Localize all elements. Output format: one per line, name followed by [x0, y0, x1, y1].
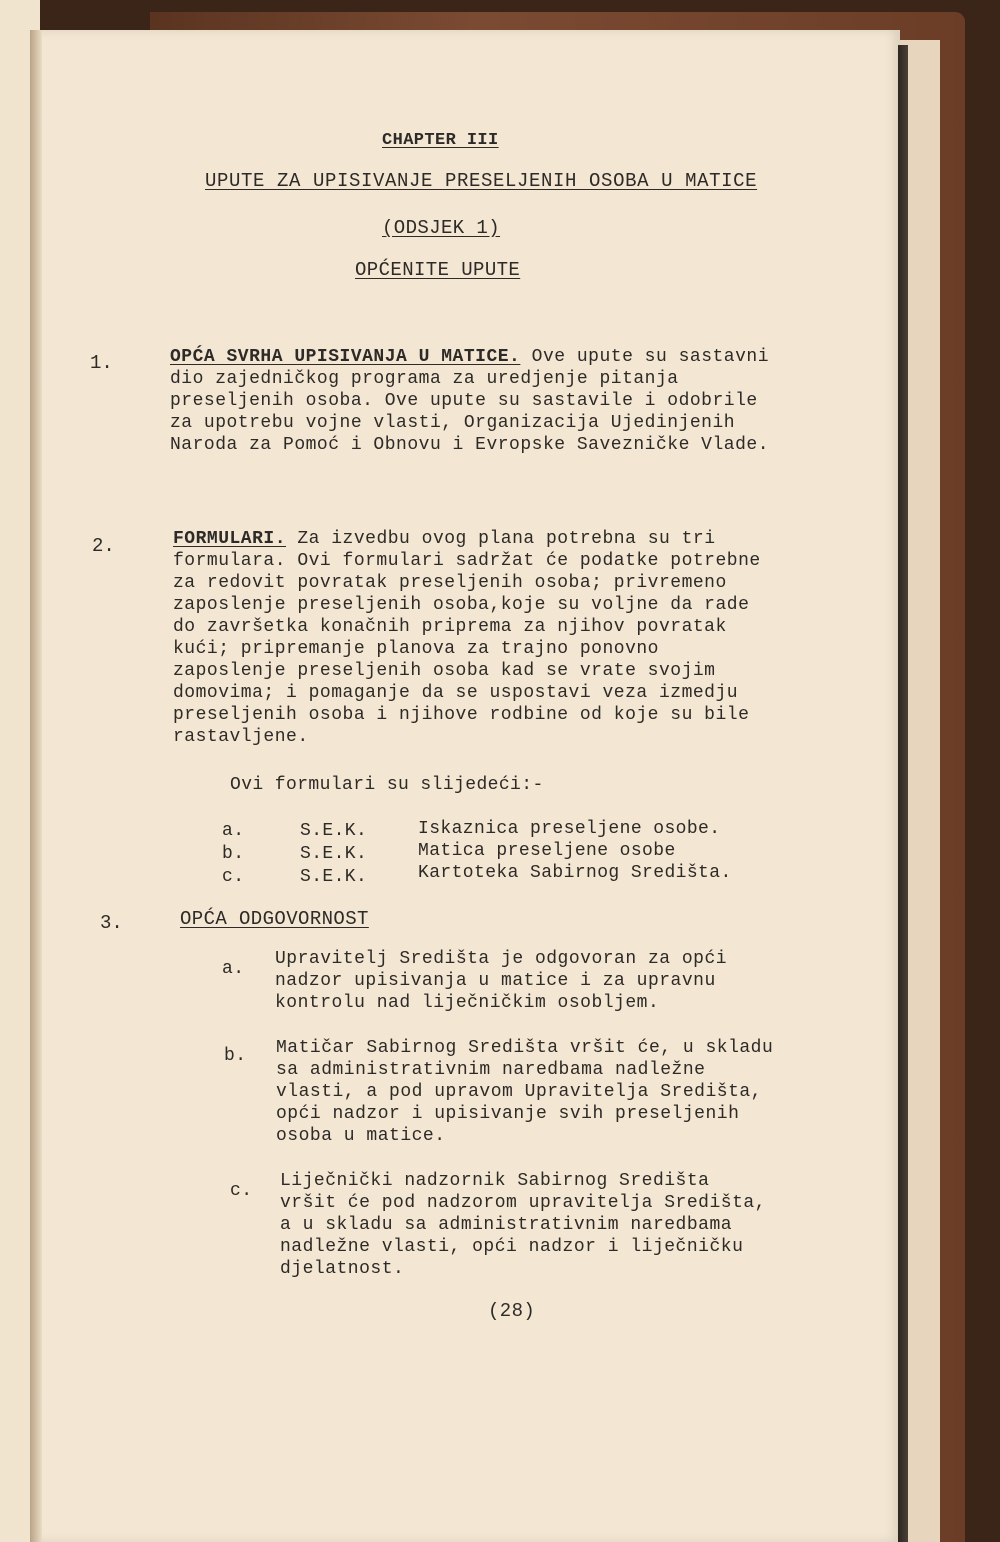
page-stack-edge — [898, 45, 908, 1542]
body-line: nadležne vlasti, opći nadzor i liječničku — [280, 1237, 744, 1257]
page-gutter — [30, 30, 42, 1542]
forms-list-intro: Ovi formulari su slijedeći:- — [230, 775, 544, 795]
body-line: preseljenih osoba. Ove upute su sastavile i odobrile — [170, 391, 758, 411]
body-line: rastavljene. — [173, 727, 309, 747]
section-heading: OPĆA ODGOVORNOST — [180, 908, 369, 930]
body-line: vršit će pod nadzorom upravitelja Središta, — [280, 1193, 766, 1213]
form-name: Iskaznica preseljene osobe. — [418, 819, 721, 839]
page-number: (28) — [488, 1300, 536, 1322]
form-code: S.E.K. — [300, 844, 368, 864]
section-number: 3. — [100, 912, 123, 934]
form-letter: a. — [222, 821, 245, 841]
body-line: preseljenih osoba i njihove rodbine od koje su bile — [173, 705, 750, 725]
body-line: nadzor upisivanja u matice i za upravnu — [275, 971, 716, 991]
chapter-title: CHAPTER III — [382, 131, 499, 150]
section-1-body — [170, 346, 769, 456]
body-line: zaposlenje preseljenih osoba,koje su voljne da rade — [173, 595, 750, 615]
body-line: osoba u matice. — [276, 1126, 446, 1146]
section-title: OPĆENITE UPUTE — [355, 259, 521, 281]
body-line: djelatnost. — [280, 1259, 405, 1279]
body-line: dio zajedničkog programa za uredjenje pitanja — [170, 369, 679, 389]
form-name: Kartoteka Sabirnog Središta. — [418, 863, 732, 883]
body-line: do završetka konačnih priprema za njihov povratak — [173, 617, 727, 637]
form-name: Matica preseljene osobe — [418, 841, 676, 861]
main-heading: UPUTE ZA UPISIVANJE PRESELJENIH OSOBA U MATICE — [205, 170, 758, 192]
body-line: za upotrebu vojne vlasti, Organizacija Ujedinjenih — [170, 413, 736, 433]
item-letter: a. — [222, 959, 245, 979]
form-code: S.E.K. — [300, 821, 368, 841]
body-line: sa administrativnim naredbama nadležne — [276, 1060, 706, 1080]
section-label: (ODSJEK 1) — [382, 217, 501, 239]
item-body — [280, 1170, 766, 1280]
body-line: Liječnički nadzornik Sabirnog Središta — [280, 1171, 710, 1191]
form-code: S.E.K. — [300, 867, 368, 887]
section-2-body — [173, 528, 761, 748]
body-line: zaposlenje preseljenih osoba kad se vrate svojim — [173, 661, 716, 681]
section-number: 1. — [90, 352, 113, 374]
section-number: 2. — [92, 535, 115, 557]
body-line: Upravitelj Središta je odgovoran za opći — [275, 949, 728, 969]
body-line: formulara. Ovi formulari sadržat će podatke potrebne — [173, 551, 761, 571]
body-line: kući; pripremanje planova za trajno ponovno — [173, 639, 659, 659]
item-body — [275, 948, 727, 1014]
body-line: kontrolu nad liječničkim osobljem. — [275, 993, 660, 1013]
item-letter: c. — [230, 1181, 253, 1201]
form-letter: c. — [222, 867, 245, 887]
item-letter: b. — [224, 1046, 247, 1066]
body-line: Ove upute su sastavni — [520, 347, 769, 367]
body-line: Naroda za Pomoć i Obnovu i Evropske Savezničke Vlade. — [170, 435, 769, 455]
body-line: Matičar Sabirnog Središta vršit će, u skladu — [276, 1038, 774, 1058]
form-letter: b. — [222, 844, 245, 864]
section-heading: OPĆA SVRHA UPISIVANJA U MATICE. — [170, 347, 521, 367]
body-line: vlasti, a pod upravom Upravitelja Središta, — [276, 1082, 762, 1102]
body-line: za redovit povratak preseljenih osoba; privremeno — [173, 573, 727, 593]
body-line: opći nadzor i upisivanje svih preseljenih — [276, 1104, 740, 1124]
body-line: a u skladu sa administrativnim naredbama — [280, 1215, 733, 1235]
body-line: Za izvedbu ovog plana potrebna su tri — [286, 529, 716, 549]
section-heading: FORMULARI. — [173, 529, 287, 549]
body-line: domovima; i pomaganje da se uspostavi veza izmedju — [173, 683, 739, 703]
item-body — [276, 1037, 773, 1147]
